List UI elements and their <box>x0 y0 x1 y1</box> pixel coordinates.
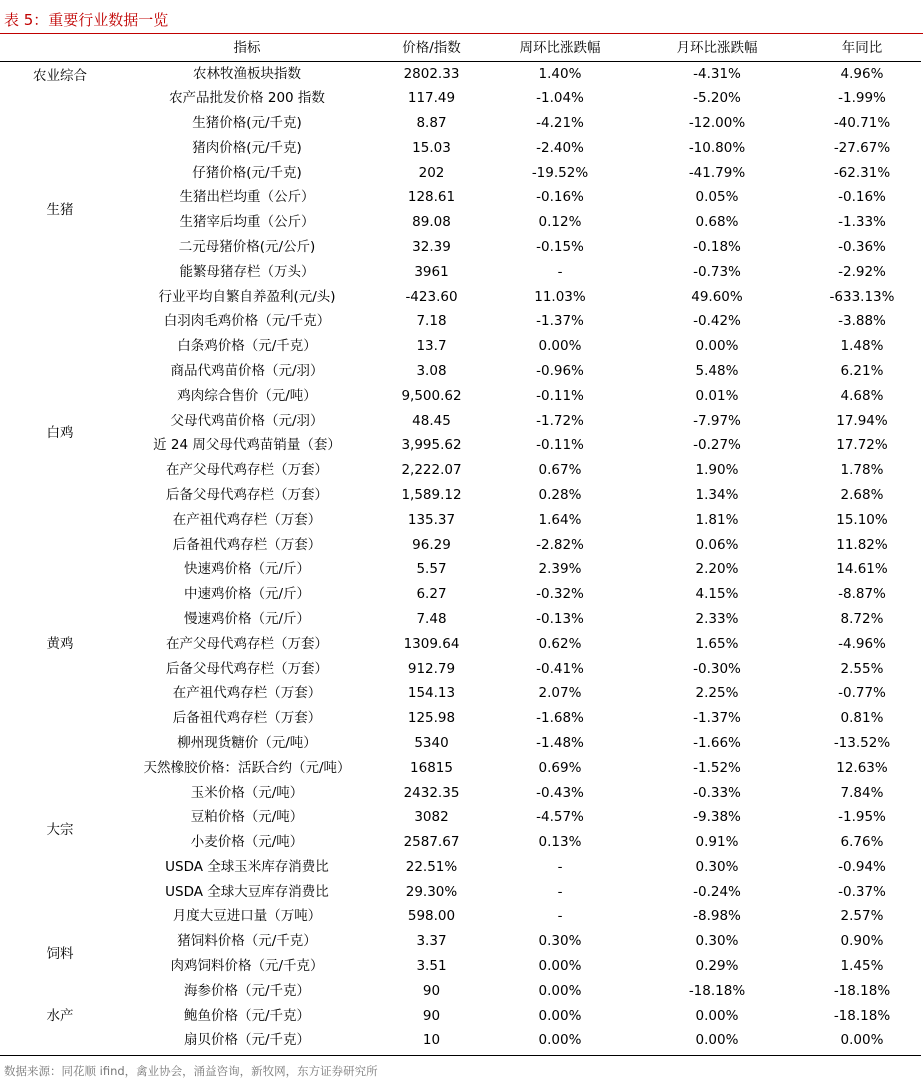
table-row <box>0 879 921 904</box>
wow-cell: 2.07% <box>538 685 582 702</box>
indicator-cell: 白羽肉毛鸡价格（元/千克） <box>163 313 331 330</box>
indicator-cell: 在产祖代鸡存栏（万套） <box>172 511 322 528</box>
indicator-cell: 近 24 周父母代鸡苗销量（套） <box>153 437 341 454</box>
mom-cell: 0.06% <box>695 536 739 553</box>
mom-cell: 0.30% <box>695 858 739 875</box>
wow-cell: -1.48% <box>536 734 584 751</box>
mom-cell: 0.00% <box>695 1032 739 1049</box>
value-cell: 5.57 <box>416 561 447 578</box>
wow-cell: 0.13% <box>538 834 582 851</box>
indicator-cell: USDA 全球大豆库存消费比 <box>165 883 329 900</box>
mom-cell: -5.20% <box>693 90 741 107</box>
wow-cell: -0.96% <box>536 362 584 379</box>
category-cell: 大宗 <box>46 821 74 838</box>
title-bar <box>0 0 923 34</box>
mom-cell: -1.66% <box>693 734 741 751</box>
wow-cell: 0.28% <box>538 486 582 503</box>
indicator-cell: 仔猪价格(元/千克) <box>192 164 302 181</box>
value-cell: 128.61 <box>407 189 456 206</box>
table-row <box>0 780 921 805</box>
wow-cell: - <box>557 883 563 900</box>
yoy-cell: 2.68% <box>840 486 884 503</box>
industry-data-table <box>0 36 921 1053</box>
value-cell: 202 <box>418 164 445 181</box>
value-cell: 598.00 <box>407 908 456 925</box>
indicator-cell: 豆粕价格（元/吨） <box>190 809 304 826</box>
mom-cell: -0.24% <box>693 883 741 900</box>
wow-cell: -4.57% <box>536 809 584 826</box>
indicator-cell: 鲍鱼价格（元/千克） <box>183 1007 311 1024</box>
mom-cell: 0.00% <box>695 338 739 355</box>
source-note: 数据来源：同花顺 ifind，禽业协会，涌益咨询，新牧网，东方证券研究所 <box>4 1064 378 1078</box>
header-wow: 周环比涨跌幅 <box>489 36 631 61</box>
indicator-cell: 生猪价格(元/千克) <box>192 114 302 131</box>
indicator-cell: 生猪出栏均重（公斤） <box>179 189 315 206</box>
table-row <box>0 433 921 458</box>
table-row <box>0 507 921 532</box>
indicator-cell: 柳州现货糖价（元/吨） <box>177 734 317 751</box>
yoy-cell: 8.72% <box>840 610 884 627</box>
yoy-cell: -62.31% <box>833 164 891 181</box>
header-row <box>0 36 921 61</box>
category-cell: 黄鸡 <box>46 635 74 652</box>
mom-cell: -10.80% <box>688 139 746 156</box>
value-cell: 117.49 <box>407 90 456 107</box>
mom-cell: -0.27% <box>693 437 741 454</box>
value-cell: 10 <box>422 1032 441 1049</box>
wow-cell: -1.72% <box>536 412 584 429</box>
yoy-cell: 2.57% <box>840 908 884 925</box>
yoy-cell: 2.55% <box>840 660 884 677</box>
indicator-cell: 行业平均自繁自养盈利(元/头) <box>158 288 336 305</box>
table-row <box>0 929 921 954</box>
yoy-cell: 4.68% <box>840 387 884 404</box>
value-cell: 29.30% <box>405 883 458 900</box>
mom-cell: 0.29% <box>695 958 739 975</box>
table-row <box>0 483 921 508</box>
mom-cell: -1.37% <box>693 710 741 727</box>
indicator-cell: USDA 全球玉米库存消费比 <box>165 858 329 875</box>
value-cell: 32.39 <box>412 238 451 255</box>
wow-cell: 0.30% <box>538 933 582 950</box>
wow-cell: -2.40% <box>536 139 584 156</box>
table-row <box>0 706 921 731</box>
value-cell: 912.79 <box>407 660 456 677</box>
indicator-cell: 在产父母代鸡存栏（万套） <box>166 635 328 652</box>
table-row <box>0 458 921 483</box>
table-row <box>0 631 921 656</box>
indicator-cell: 玉米价格（元/吨） <box>190 784 304 801</box>
value-cell: 48.45 <box>412 412 451 429</box>
table-row <box>0 259 921 284</box>
wow-cell: 0.00% <box>538 338 582 355</box>
wow-cell: -1.68% <box>536 710 584 727</box>
table-row <box>0 160 921 185</box>
mom-cell: 1.65% <box>695 635 739 652</box>
header-indicator: 指标 <box>120 36 374 61</box>
mom-cell: 2.25% <box>695 685 739 702</box>
value-cell: 5340 <box>414 734 449 751</box>
table-row <box>0 359 921 384</box>
value-cell: 2802.33 <box>403 65 460 82</box>
table-row <box>0 334 921 359</box>
yoy-cell: 0.81% <box>840 710 884 727</box>
indicator-cell: 后备祖代鸡存栏（万套） <box>172 710 322 727</box>
wow-cell: 0.62% <box>538 635 582 652</box>
yoy-cell: 17.94% <box>836 412 888 429</box>
table-row <box>0 805 921 830</box>
value-cell: 89.08 <box>412 214 451 231</box>
mom-cell: -0.33% <box>693 784 741 801</box>
wow-cell: -1.37% <box>536 313 584 330</box>
table-row <box>0 135 921 160</box>
indicator-cell: 海参价格（元/千克） <box>183 982 311 999</box>
value-cell: 3,995.62 <box>401 437 462 454</box>
table-row <box>0 731 921 756</box>
yoy-cell: -0.94% <box>838 858 886 875</box>
mom-cell: -0.30% <box>693 660 741 677</box>
category-cell: 饲料 <box>46 945 74 962</box>
mom-cell: 0.01% <box>695 387 739 404</box>
table-row <box>0 309 921 334</box>
mom-cell: 0.30% <box>695 933 739 950</box>
yoy-cell: 1.78% <box>840 462 884 479</box>
yoy-cell: -1.95% <box>838 809 886 826</box>
table-row <box>0 383 921 408</box>
mom-cell: -4.31% <box>693 65 741 82</box>
value-cell: 13.7 <box>416 338 447 355</box>
yoy-cell: -0.36% <box>838 238 886 255</box>
indicator-cell: 天然橡胶价格：活跃合约（元/吨） <box>143 759 351 776</box>
wow-cell: 11.03% <box>534 288 586 305</box>
table-row <box>0 1003 921 1028</box>
header-value: 价格/指数 <box>374 36 489 61</box>
table-row <box>0 86 921 111</box>
mom-cell: 5.48% <box>695 362 739 379</box>
indicator-cell: 扇贝价格（元/千克） <box>183 1032 311 1049</box>
yoy-cell: 4.96% <box>840 65 884 82</box>
yoy-cell: 7.84% <box>840 784 884 801</box>
mom-cell: -7.97% <box>693 412 741 429</box>
value-cell: 3.08 <box>416 362 447 379</box>
value-cell: 8.87 <box>416 114 447 131</box>
mom-cell: 1.90% <box>695 462 739 479</box>
yoy-cell: -0.16% <box>838 189 886 206</box>
indicator-cell: 后备祖代鸡存栏（万套） <box>172 536 322 553</box>
table-row <box>0 284 921 309</box>
value-cell: 3082 <box>414 809 449 826</box>
category-cell: 白鸡 <box>46 424 74 441</box>
indicator-cell: 慢速鸡价格（元/斤） <box>183 610 311 627</box>
table-row <box>0 111 921 136</box>
value-cell: 6.27 <box>416 586 447 603</box>
mom-cell: 4.15% <box>695 586 739 603</box>
wow-cell: 0.00% <box>538 958 582 975</box>
table-row <box>0 978 921 1003</box>
wow-cell: 0.00% <box>538 982 582 999</box>
table-row <box>0 855 921 880</box>
indicator-cell: 农产品批发价格 200 指数 <box>169 90 325 107</box>
wow-cell: 1.40% <box>538 65 582 82</box>
indicator-cell: 猪肉价格(元/千克) <box>192 139 302 156</box>
value-cell: 1309.64 <box>403 635 460 652</box>
mom-cell: -18.18% <box>688 982 746 999</box>
table-row <box>0 1028 921 1053</box>
mom-cell: 1.81% <box>695 511 739 528</box>
category-cell: 水产 <box>46 1007 74 1024</box>
indicator-cell: 白条鸡价格（元/千克） <box>177 338 317 355</box>
indicator-cell: 能繁母猪存栏（万头） <box>179 263 315 280</box>
mom-cell: -12.00% <box>688 114 746 131</box>
yoy-cell: 12.63% <box>836 759 888 776</box>
indicator-cell: 小麦价格（元/吨） <box>190 834 304 851</box>
mom-cell: 2.33% <box>695 610 739 627</box>
indicator-cell: 在产祖代鸡存栏（万套） <box>172 685 322 702</box>
mom-cell: -9.38% <box>693 809 741 826</box>
mom-cell: 0.00% <box>695 1007 739 1024</box>
value-cell: 22.51% <box>405 858 458 875</box>
wow-cell: 0.00% <box>538 1032 582 1049</box>
wow-cell: 0.00% <box>538 1007 582 1024</box>
mom-cell: 0.05% <box>695 189 739 206</box>
wow-cell: -4.21% <box>536 114 584 131</box>
wow-cell: -0.11% <box>536 437 584 454</box>
value-cell: 3.37 <box>416 933 447 950</box>
indicator-cell: 父母代鸡苗价格（元/羽） <box>170 412 324 429</box>
yoy-cell: 1.45% <box>840 958 884 975</box>
value-cell: 96.29 <box>412 536 451 553</box>
yoy-cell: -13.52% <box>833 734 891 751</box>
table-body <box>0 61 921 1053</box>
yoy-cell: -0.77% <box>838 685 886 702</box>
wow-cell: -0.15% <box>536 238 584 255</box>
table-row <box>0 185 921 210</box>
wow-cell: -0.41% <box>536 660 584 677</box>
table-row <box>0 532 921 557</box>
yoy-cell: 11.82% <box>836 536 888 553</box>
indicator-cell: 生猪宰后均重（公斤） <box>179 214 315 231</box>
value-cell: 154.13 <box>407 685 456 702</box>
yoy-cell: 6.76% <box>840 834 884 851</box>
wow-cell: 0.67% <box>538 462 582 479</box>
indicator-cell: 在产父母代鸡存栏（万套） <box>166 462 328 479</box>
yoy-cell: 0.90% <box>840 933 884 950</box>
mom-cell: 0.91% <box>695 834 739 851</box>
value-cell: 90 <box>422 1007 441 1024</box>
wow-cell: -1.04% <box>536 90 584 107</box>
indicator-cell: 肉鸡饲料价格（元/千克） <box>170 958 324 975</box>
value-cell: 2,222.07 <box>401 462 462 479</box>
table-header <box>0 36 921 61</box>
header-mom: 月环比涨跌幅 <box>631 36 803 61</box>
value-cell: 2432.35 <box>403 784 460 801</box>
table-row <box>0 408 921 433</box>
wow-cell: 0.12% <box>538 214 582 231</box>
indicator-cell: 二元母猪价格(元/公斤) <box>178 238 316 255</box>
yoy-cell: -0.37% <box>838 883 886 900</box>
yoy-cell: -8.87% <box>838 586 886 603</box>
value-cell: 2587.67 <box>403 834 460 851</box>
indicator-cell: 快速鸡价格（元/斤） <box>183 561 311 578</box>
yoy-cell: -4.96% <box>838 635 886 652</box>
indicator-cell: 农林牧渔板块指数 <box>193 65 301 82</box>
value-cell: 7.18 <box>416 313 447 330</box>
yoy-cell: -1.99% <box>838 90 886 107</box>
wow-cell: -0.16% <box>536 189 584 206</box>
value-cell: 135.37 <box>407 511 456 528</box>
mom-cell: 2.20% <box>695 561 739 578</box>
indicator-cell: 后备父母代鸡存栏（万套） <box>166 660 328 677</box>
value-cell: 125.98 <box>407 710 456 727</box>
table-row <box>0 582 921 607</box>
mom-cell: -8.98% <box>693 908 741 925</box>
yoy-cell: 14.61% <box>836 561 888 578</box>
bottom-rule <box>0 1055 921 1056</box>
yoy-cell: -27.67% <box>833 139 891 156</box>
table-row <box>0 235 921 260</box>
mom-cell: -0.73% <box>693 263 741 280</box>
wow-cell: 0.69% <box>538 759 582 776</box>
mom-cell: -41.79% <box>688 164 746 181</box>
wow-cell: - <box>557 908 563 925</box>
value-cell: 90 <box>422 982 441 999</box>
indicator-cell: 猪饲料价格（元/千克） <box>177 933 317 950</box>
wow-cell: -0.11% <box>536 387 584 404</box>
indicator-cell: 月度大豆进口量（万吨） <box>172 908 322 925</box>
mom-cell: 49.60% <box>691 288 743 305</box>
header-category <box>0 36 120 61</box>
indicator-cell: 中速鸡价格（元/斤） <box>183 586 311 603</box>
table-row <box>0 681 921 706</box>
mom-cell: -0.42% <box>693 313 741 330</box>
table-row <box>0 830 921 855</box>
wow-cell: 1.64% <box>538 511 582 528</box>
value-cell: 7.48 <box>416 610 447 627</box>
yoy-cell: -18.18% <box>833 1007 891 1024</box>
table-row <box>0 210 921 235</box>
indicator-cell: 后备父母代鸡存栏（万套） <box>166 486 328 503</box>
value-cell: 16815 <box>410 759 453 776</box>
table-row <box>0 954 921 979</box>
indicator-cell: 鸡肉综合售价（元/吨） <box>177 387 317 404</box>
wow-cell: - <box>557 263 563 280</box>
yoy-cell: -2.92% <box>838 263 886 280</box>
table-title: 表 5：重要行业数据一览 <box>4 11 169 29</box>
value-cell: 15.03 <box>412 139 451 156</box>
wow-cell: -0.43% <box>536 784 584 801</box>
yoy-cell: -3.88% <box>838 313 886 330</box>
value-cell: 3.51 <box>416 958 447 975</box>
mom-cell: -1.52% <box>693 759 741 776</box>
mom-cell: -0.18% <box>693 238 741 255</box>
value-cell: 1,589.12 <box>401 486 462 503</box>
table-row <box>0 656 921 681</box>
wow-cell: 2.39% <box>538 561 582 578</box>
category-cell: 农业综合 <box>33 67 87 84</box>
indicator-cell: 商品代鸡苗价格（元/羽） <box>170 362 324 379</box>
table-row <box>0 607 921 632</box>
mom-cell: 0.68% <box>695 214 739 231</box>
table-row <box>0 755 921 780</box>
table-row <box>0 557 921 582</box>
yoy-cell: -18.18% <box>833 982 891 999</box>
wow-cell: -0.13% <box>536 610 584 627</box>
yoy-cell: -1.33% <box>838 214 886 231</box>
yoy-cell: 6.21% <box>840 362 884 379</box>
yoy-cell: 0.00% <box>840 1032 884 1049</box>
value-cell: 3961 <box>414 263 449 280</box>
yoy-cell: -633.13% <box>829 288 895 305</box>
wow-cell: -0.32% <box>536 586 584 603</box>
category-cell: 生猪 <box>46 201 74 218</box>
table-row <box>0 904 921 929</box>
mom-cell: 1.34% <box>695 486 739 503</box>
yoy-cell: 15.10% <box>836 511 888 528</box>
wow-cell: - <box>557 858 563 875</box>
header-yoy: 年同比 <box>803 36 921 61</box>
table-row <box>0 61 921 86</box>
wow-cell: -2.82% <box>536 536 584 553</box>
yoy-cell: 1.48% <box>840 338 884 355</box>
wow-cell: -19.52% <box>531 164 589 181</box>
value-cell: 9,500.62 <box>401 387 462 404</box>
yoy-cell: 17.72% <box>836 437 888 454</box>
yoy-cell: -40.71% <box>833 114 891 131</box>
value-cell: -423.60 <box>405 288 458 305</box>
